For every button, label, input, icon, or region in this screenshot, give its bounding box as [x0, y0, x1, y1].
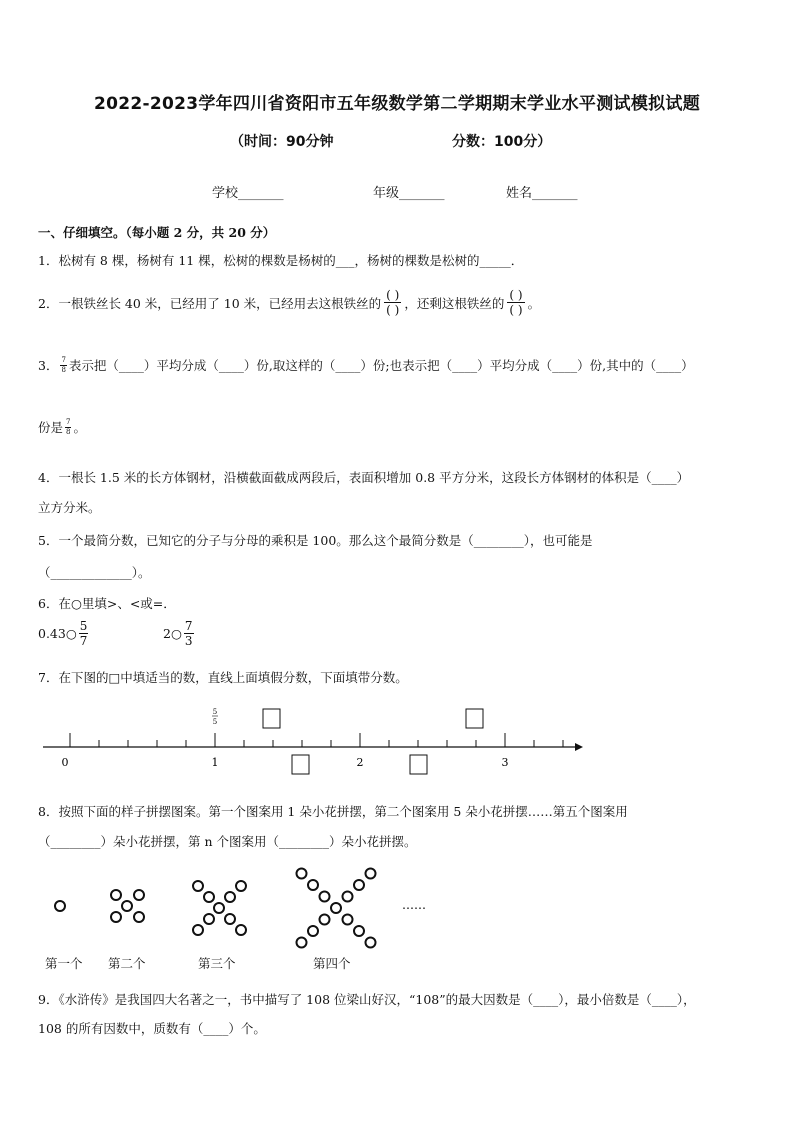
question-4-line1: 4．一根长 1.5 米的长方体钢材，沿横截面截成两段后，表面积增加 0.8 平方分米，这段长方体钢材的体积是（____）: [38, 470, 690, 485]
question-5-line2: （_____________）。: [38, 565, 151, 580]
q2-text-1: 2．一根铁丝长 40 米，已经用了 10 米，已经用去这根铁丝的: [38, 295, 382, 311]
q6-compare-a: 0.43○ $\frac{5}{7}$: [38, 619, 88, 648]
flower-p4: [320, 892, 330, 902]
flower-p4: [366, 938, 376, 948]
flower-p2: [134, 912, 144, 922]
tick-label-3: 3: [501, 756, 509, 769]
answer-box-below-2[interactable]: [410, 755, 427, 774]
flower-p1: [55, 901, 65, 911]
question-3-line2: 份是 $\frac{7}{8}$ 。: [38, 417, 86, 436]
q6-compare-b: 2○ $\frac{7}{3}$: [163, 619, 193, 648]
flower-p2: [111, 890, 121, 900]
answer-box-above-2[interactable]: [466, 709, 483, 728]
q3-body: 表示把（____）平均分成（____）份,取这样的（____）份;也表示把（____）平均分成（____）份,其中的（____）: [68, 358, 694, 373]
tick-label-2: 2: [356, 756, 364, 769]
flower-p4: [297, 869, 307, 879]
pattern-label-1: 第一个: [45, 956, 83, 971]
number-line-ticks: [70, 733, 563, 747]
q2-fraction-blank-2: ( ) ( ): [509, 288, 523, 317]
flower-p3: [204, 914, 214, 924]
flower-p4: [297, 938, 307, 948]
flower-p3: [204, 892, 214, 902]
flower-p4: [308, 926, 318, 936]
pattern-ellipsis: ……: [402, 898, 426, 912]
answer-box-below-1[interactable]: [292, 755, 309, 774]
grade-field: 年级_______: [373, 186, 445, 201]
label-fraction-den: 5: [212, 718, 218, 726]
section-heading: 一、仔细填空。（每小题 2 分，共 20 分）: [38, 225, 276, 240]
flower-p3: [214, 903, 224, 913]
question-7: 7．在下图的□中填适当的数，直线上面填假分数，下面填带分数。: [38, 670, 408, 685]
name-field: 姓名_______: [506, 186, 578, 201]
question-5-line1: 5．一个最简分数，已知它的分子与分母的乘积是 100。那么这个最简分数是（________），也可能是: [38, 533, 593, 548]
question-4-line2: 立方分米。: [38, 500, 101, 515]
flower-p3: [225, 892, 235, 902]
exam-time: （时间：90分钟: [230, 134, 334, 150]
flower-p4: [320, 915, 330, 925]
question-8-line2: （________）朵小花拼摆，第 n 个图案用（________）朵小花拼摆。: [38, 834, 417, 849]
q6-fraction-b: $\frac{7}{3}$: [184, 619, 193, 648]
flower-p3: [193, 881, 203, 891]
q2-text-3: 。: [527, 295, 541, 311]
question-9-line1: 9．《水浒传》是我国四大名著之一，书中描写了 108 位梁山好汉，“108”的最大因数是（____），最小倍数是（____），: [38, 992, 696, 1007]
flower-p2: [111, 912, 121, 922]
flower-p4: [343, 892, 353, 902]
question-1: 1．松树有 8 棵，杨树有 11 棵，松树的棵数是杨树的___，杨树的棵数是松树的_____．: [38, 253, 524, 268]
flower-patterns: [0, 860, 794, 950]
flower-p2: [134, 890, 144, 900]
question-8-line1: 8．按照下面的样子拼摆图案。第一个图案用 1 朵小花拼摆，第二个图案用 5 朵小花拼摆……第五个图案用: [38, 804, 628, 819]
answer-box-above-1[interactable]: [263, 709, 280, 728]
flower-p4: [331, 903, 341, 913]
label-fraction-num: 5: [212, 708, 218, 716]
flower-p4: [308, 880, 318, 890]
question-6: 6．在○里填>、<或=．: [38, 596, 176, 611]
pattern-label-4: 第四个: [313, 956, 351, 971]
tick-label-1: 1: [211, 756, 219, 769]
q3-prefix: 3．: [38, 358, 59, 373]
flower-p4: [354, 926, 364, 936]
q2-fraction-blank-1: ( ) ( ): [386, 288, 400, 317]
q6-fraction-a: $\frac{5}{7}$: [79, 619, 88, 648]
flower-p3: [225, 914, 235, 924]
pattern-label-3: 第三个: [198, 956, 236, 971]
tick-label-0: 0: [61, 756, 69, 769]
flower-p4: [354, 880, 364, 890]
flower-p4: [366, 869, 376, 879]
flower-p3: [193, 925, 203, 935]
page-title: 2022-2023学年四川省资阳市五年级数学第二学期期末学业水平测试模拟试题: [93, 94, 701, 114]
flower-p4: [343, 915, 353, 925]
pattern-label-2: 第二个: [108, 956, 146, 971]
q2-text-2: ，还剩这根铁丝的: [404, 295, 505, 311]
exam-score: 分数：100分）: [452, 134, 552, 150]
question-2: [38, 288, 540, 317]
question-9-line2: 108 的所有因数中，质数有（____）个。: [38, 1021, 266, 1036]
number-line: [0, 700, 794, 780]
q3-fraction: $\frac{7}{8}$: [61, 355, 66, 374]
q3-fraction-2: $\frac{7}{8}$: [66, 417, 71, 436]
flower-p3: [236, 925, 246, 935]
school-field: 学校_______: [212, 186, 284, 201]
flower-p3: [236, 881, 246, 891]
question-3: [38, 356, 694, 374]
flower-p2: [122, 901, 132, 911]
